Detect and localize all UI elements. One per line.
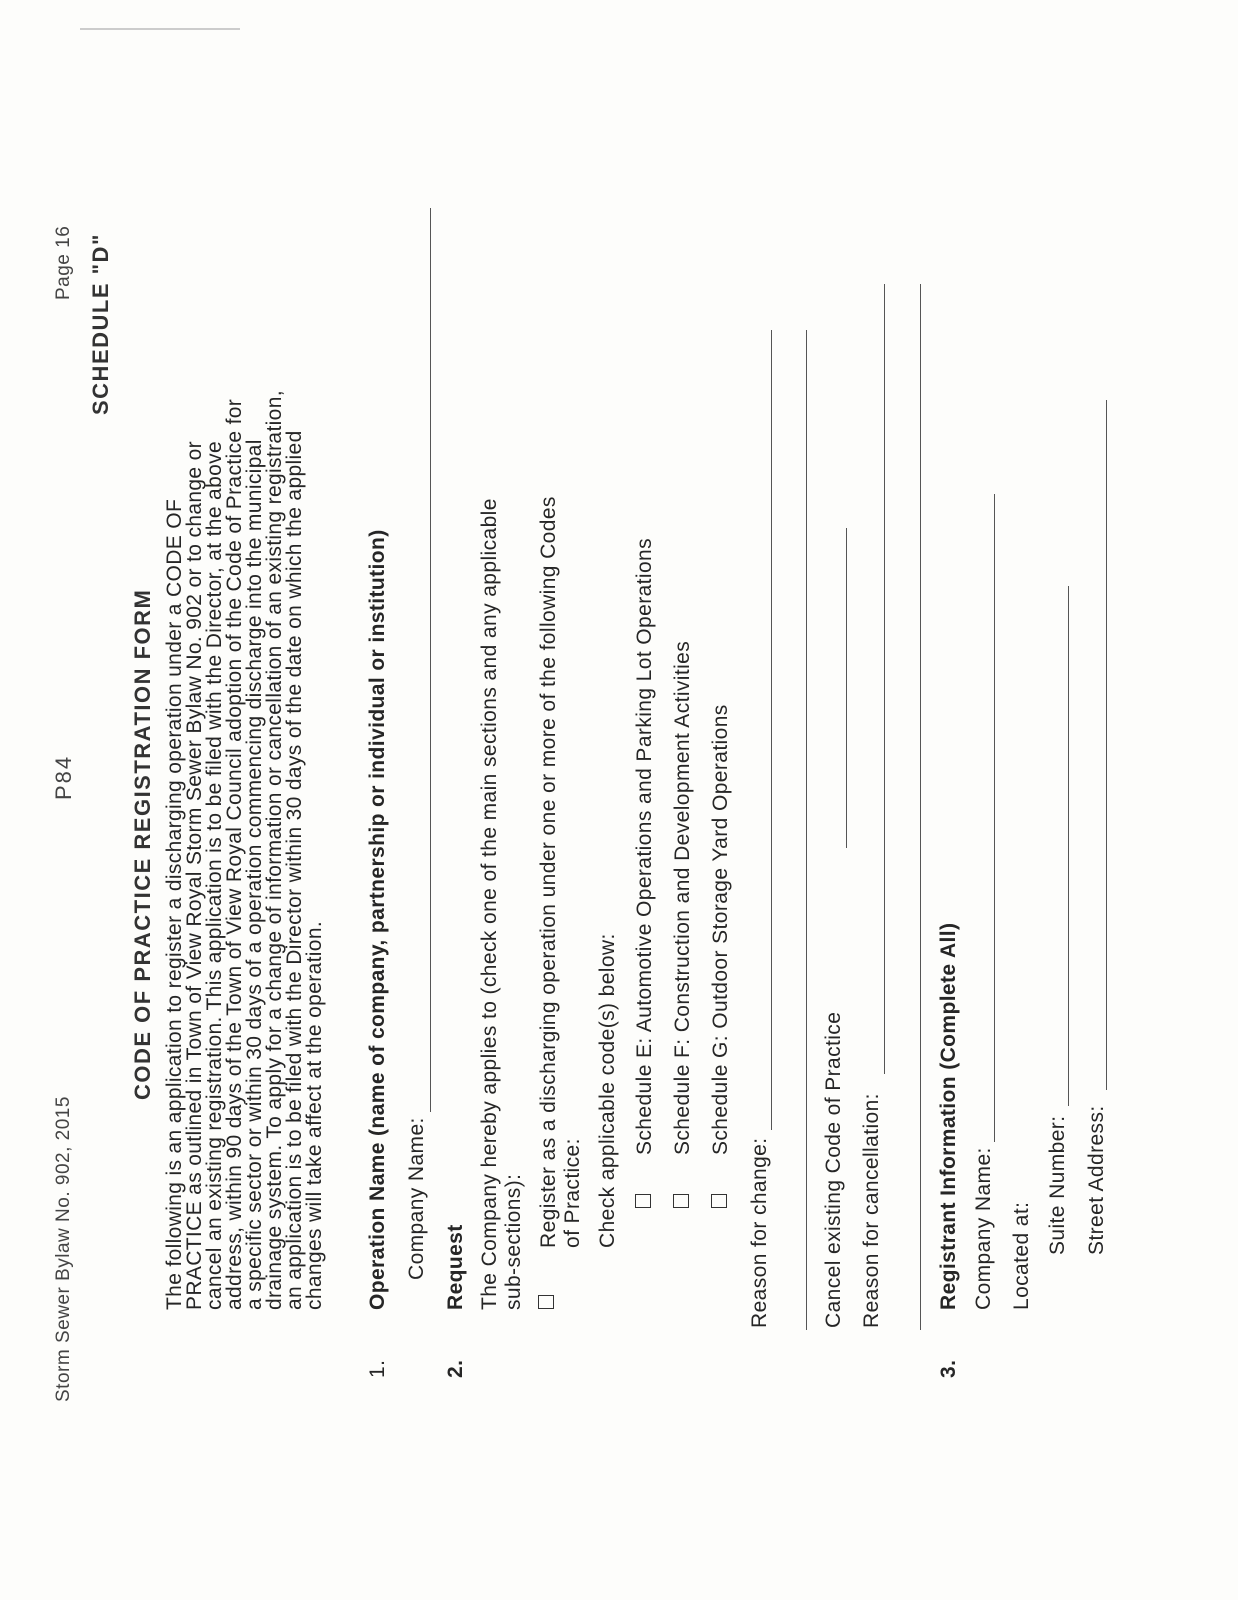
section2-heading: Request bbox=[444, 1224, 467, 1310]
section1-heading: Operation Name (name of company, partnership or individual or institution) bbox=[366, 529, 389, 1310]
intro-line: a specific sector or within 30 days of a operation commencing discharge into the municipal bbox=[243, 439, 266, 1310]
reason-change-line-2[interactable] bbox=[806, 330, 807, 1330]
reason-cancel-label: Reason for cancellation: bbox=[860, 1093, 883, 1328]
intro-line: drainage system. To apply for a change of information or cancellation of an existing registration, bbox=[263, 390, 286, 1310]
reason-cancel-line-1[interactable] bbox=[884, 284, 885, 1074]
suite-number-label: Suite Number: bbox=[1046, 1115, 1069, 1255]
intro-line: address, within 90 days of the Town of View Royal Council adoption of the Code of Practice for bbox=[223, 398, 246, 1310]
suite-number-line[interactable] bbox=[1068, 586, 1069, 1106]
header-page-code: P84 bbox=[51, 754, 76, 800]
schedule-title: SCHEDULE "D" bbox=[88, 233, 113, 415]
header-page-number: Page 16 bbox=[53, 225, 74, 300]
section2-number: 2. bbox=[444, 1359, 467, 1378]
register-line2: of Practice: bbox=[561, 1138, 584, 1248]
section2-applies-line1: The Company hereby applies to (check one of the main sections and any applicable bbox=[478, 498, 501, 1310]
intro-line: PRACTICE as outlined in Town of View Royal Storm Sewer Bylaw No. 902 or to change or bbox=[183, 440, 206, 1310]
intro-paragraph bbox=[165, 210, 325, 1310]
schedule-e-label: Schedule E: Automotive Operations and Parking Lot Operations bbox=[633, 537, 656, 1155]
intro-line: The following is an application to register a discharging operation under a CODE OF bbox=[163, 498, 186, 1310]
section2-applies-line2: sub-sections): bbox=[502, 1173, 525, 1310]
intro-line: changes will take affect at the operation. bbox=[303, 920, 326, 1310]
located-at-label: Located at: bbox=[1010, 1201, 1033, 1310]
reason-cancel-line-2[interactable] bbox=[920, 284, 921, 1330]
intro-line: cancel an existing registration. This application is to be filed with the Director, at the above bbox=[203, 440, 226, 1310]
header-bylaw: Storm Sewer Bylaw No. 902, 2015 bbox=[53, 1096, 74, 1402]
section1-company-label: Company Name: bbox=[405, 1117, 428, 1280]
section3-heading: Registrant Information (Complete All) bbox=[937, 922, 960, 1310]
schedule-f-label: Schedule F: Construction and Development Activities bbox=[671, 640, 694, 1155]
cancel-existing-line[interactable] bbox=[846, 528, 847, 848]
scan-mark bbox=[80, 28, 240, 30]
intro-line: an application is to be filed with the Director within 30 days of the date on which the applied bbox=[283, 430, 306, 1310]
section3-company-label: Company Name: bbox=[972, 1147, 995, 1310]
section1-company-line[interactable] bbox=[430, 208, 431, 1112]
schedule-g-label: Schedule G: Outdoor Storage Yard Operations bbox=[709, 704, 732, 1155]
check-applicable-label: Check applicable code(s) below: bbox=[596, 933, 619, 1248]
register-line1: Register as a discharging operation under one or more of the following Codes bbox=[537, 496, 560, 1248]
reason-change-line-1[interactable] bbox=[771, 330, 772, 1130]
section3-number: 3. bbox=[937, 1359, 960, 1378]
reason-change-label: Reason for change: bbox=[748, 1137, 771, 1328]
schedule-g-checkbox[interactable] bbox=[711, 1194, 727, 1208]
register-checkbox[interactable] bbox=[538, 1295, 554, 1309]
section1-number: 1. bbox=[366, 1359, 389, 1378]
street-address-line[interactable] bbox=[1106, 400, 1107, 1090]
schedule-e-checkbox[interactable] bbox=[635, 1194, 651, 1208]
schedule-f-checkbox[interactable] bbox=[673, 1194, 689, 1208]
cancel-existing-label: Cancel existing Code of Practice bbox=[822, 1011, 845, 1328]
form-title: CODE OF PRACTICE REGISTRATION FORM bbox=[130, 588, 155, 1100]
street-address-label: Street Address: bbox=[1085, 1105, 1108, 1255]
section3-company-line[interactable] bbox=[994, 494, 995, 1142]
